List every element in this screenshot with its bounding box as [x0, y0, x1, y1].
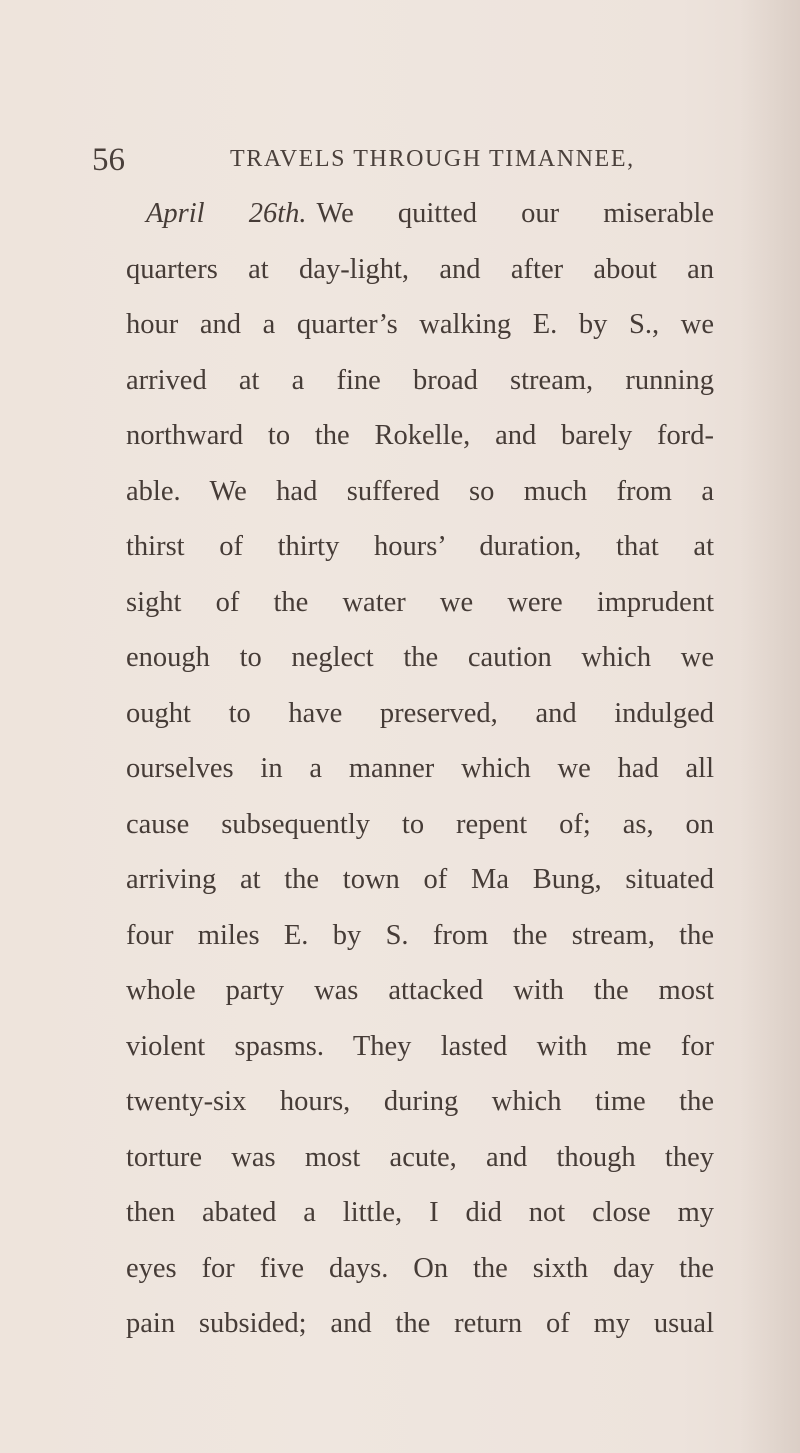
running-head: TRAVELS THROUGH TIMANNEE, — [230, 146, 635, 172]
text-line: arriving at the town of Ma Bung, situated — [126, 864, 714, 895]
entry-date: April 26th. — [146, 198, 307, 229]
text-line: able. We had suffered so much from a — [126, 475, 714, 507]
page-header — [0, 142, 800, 182]
text-line: cause subsequently to repent of; as, on — [126, 808, 714, 840]
text-line: sight of the water we were imprudent — [126, 586, 714, 618]
body-paragraph — [126, 186, 714, 1352]
text-line-content: We quitted our miserable — [316, 198, 714, 229]
page-number: 56 — [92, 142, 125, 178]
text-line: ought to have preserved, and indulged — [126, 697, 714, 729]
page-edge-shadow — [740, 0, 800, 1453]
text-line: quarters at day-light, and after about an — [126, 253, 714, 285]
text-line: ourselves in a manner which we had all — [126, 753, 714, 784]
text-line: whole party was attacked with the most — [126, 975, 714, 1006]
text-line: eyes for five days. On the sixth day the — [126, 1252, 714, 1284]
text-line: pain subsided; and the return of my usual — [126, 1308, 714, 1339]
text-line: northward to the Rokelle, and barely ford- — [126, 420, 714, 451]
text-line: then abated a little, I did not close my — [126, 1197, 714, 1228]
text-line: violent spasms. They lasted with me for — [126, 1030, 714, 1062]
text-line: hour and a quarter’s walking E. by S., we — [126, 309, 714, 340]
text-line: thirst of thirty hours’ duration, that at — [126, 531, 714, 562]
text-line — [126, 186, 714, 242]
text-line: four miles E. by S. from the stream, the — [126, 919, 714, 951]
text-line: enough to neglect the caution which we — [126, 642, 714, 673]
text-line: twenty-six hours, during which time the — [126, 1086, 714, 1117]
text-line: torture was most acute, and though they — [126, 1141, 714, 1173]
text-line: arrived at a fine broad stream, running — [126, 364, 714, 396]
